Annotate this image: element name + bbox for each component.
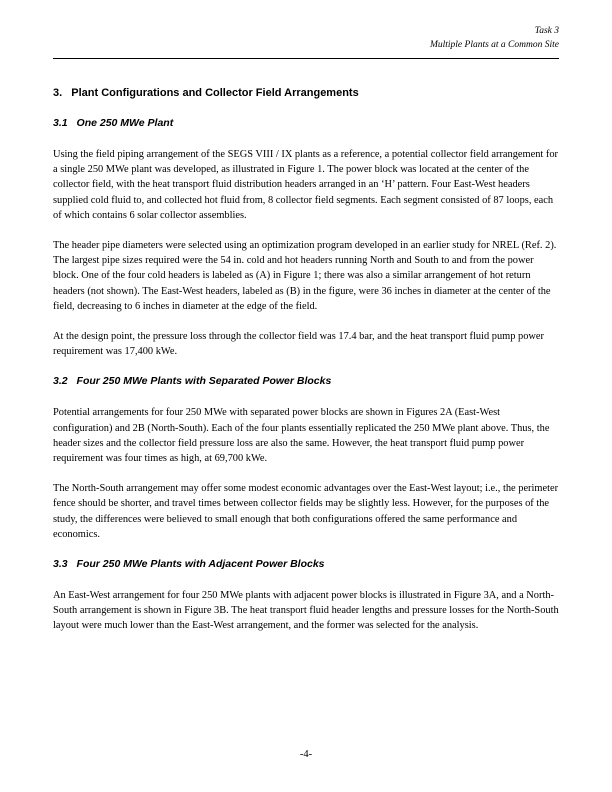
header-task-label: Task 3 xyxy=(534,26,559,36)
subsection-heading xyxy=(53,374,559,388)
header-document-title: Multiple Plants at a Common Site xyxy=(429,40,559,50)
paragraph: An East-West arrangement for four 250 MWe plants with adjacent power blocks is illustrated in Figure 3A, and a North-South arrangement is shown in Figure 3B. The heat transport fluid header lengths and pressure losses for the North-South layout were much lower than the East-West arrangement, and the former was selected for the analysis. xyxy=(53,590,559,632)
section-heading xyxy=(53,86,559,100)
paragraph: Potential arrangements for four 250 MWe with separated power blocks are shown in Figures 2A (East-West configuration) and 2B (North-South). Each of the four plants essentially replicated the 250 MWe plant above. Thus, the header sizes and the collector field pressure loss are also the same. However, the heat transport fluid pump power requirement was four times as high, at 69,700 kWe. xyxy=(53,407,550,465)
subsection-number: 3.1 xyxy=(53,117,68,129)
subsection-number: 3.2 xyxy=(53,375,68,388)
page-number: -4- xyxy=(299,749,313,760)
header-divider xyxy=(53,58,559,59)
paragraph: Using the field piping arrangement of the SEGS VIII / IX plants as a reference, a potential collector field arrangement for a single 250 MWe plant was developed, as illustrated in Figure 1. The power block was located at the center of the collector field, with the heat transport fluid distribution headers arranged in an ‘H’ pattern. Four East-West headers supplied cold fluid to, and collected hot fluid from, 8 collector field segments. Each segment consisted of 87 loops, each of which contains 6 solar collector assemblies. xyxy=(53,149,559,221)
subsection-heading xyxy=(53,116,559,130)
paragraph: At the design point, the pressure loss through the collector field was 17.4 bar, and the heat transport fluid pump power requirement was 17,400 kWe. xyxy=(53,331,545,358)
subsection-heading xyxy=(53,557,559,571)
subsection-title: Four 250 MWe Plants with Separated Power Blocks xyxy=(76,375,332,388)
paragraph: The North-South arrangement may offer some modest economic advantages over the East-West layout; i.e., the perimeter fence should be shorter, and travel times between collector fields may be slightly less. However, for the purposes of the study, the differences were believed to small enough that both configurations offered the same performance and economics. xyxy=(53,483,559,540)
page-body xyxy=(53,86,559,649)
section-number: 3. xyxy=(53,87,63,99)
subsection-number: 3.3 xyxy=(53,558,68,571)
subsection-title: Four 250 MWe Plants with Adjacent Power Blocks xyxy=(76,558,325,571)
paragraph: The header pipe diameters were selected using an optimization program developed in an earlier study for NREL (Ref. 2). The largest pipe sizes required were the 54 in. cold and hot headers running North and South to and from the power block. One of the four cold headers is labeled as (A) in Figure 1; there was also a similar arrangement of hot return headers (not shown). The East-West headers, labeled as (B) in the figure, were 36 inches in diameter at the center of the field, decreasing to 6 inches in diameter at the edge of the field. xyxy=(53,240,557,312)
section-title: Plant Configurations and Collector Field Arrangements xyxy=(71,87,359,99)
subsection-title: One 250 MWe Plant xyxy=(76,117,174,129)
running-header xyxy=(430,24,559,52)
